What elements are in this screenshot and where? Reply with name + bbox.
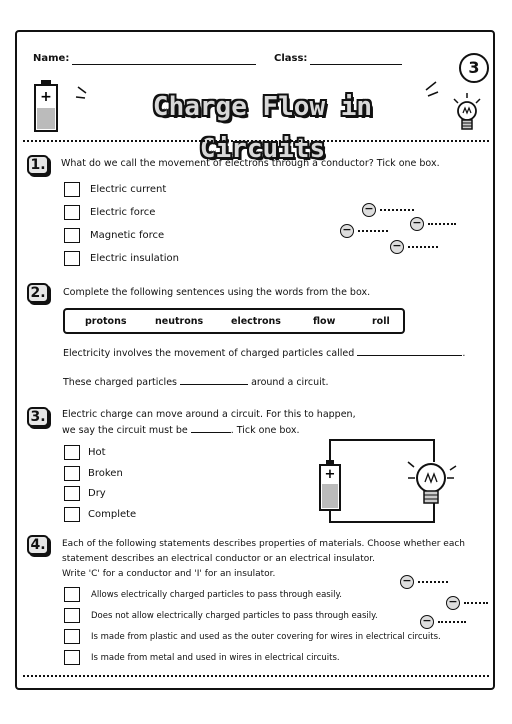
q4-statement-1: Allows electrically charged particles to pass through easily. <box>91 590 342 600</box>
q2-sentence-2-start: These charged particles <box>63 377 177 388</box>
question-4-line-1: Each of the following statements describes properties of materials. Choose whether each <box>62 539 466 549</box>
q1-checkbox-3[interactable] <box>64 228 80 243</box>
page-number-badge: 3 <box>459 53 489 83</box>
q3-option-3: Dry <box>88 488 106 499</box>
header-divider <box>23 140 489 142</box>
q4-statement-2: Does not allow electrically charged particles to pass through easily. <box>91 611 378 621</box>
name-label: Name: <box>33 53 70 64</box>
q1-option-2: Electric force <box>90 207 156 218</box>
word-bank-item: electrons <box>231 316 281 327</box>
q4-statement-3: Is made from plastic and used as the outer covering for wires in electrical circuits. <box>91 632 441 642</box>
word-bank-box <box>63 308 405 334</box>
worksheet-title: Charge Flow in Circuits <box>152 92 373 164</box>
q3-line-2-start: we say the circuit must be <box>62 425 188 436</box>
electron-icon: − <box>410 217 424 231</box>
electron-trail <box>418 581 448 583</box>
word-bank-item: flow <box>313 316 336 327</box>
question-3-line-2 <box>62 424 300 438</box>
electron-trail <box>380 209 414 211</box>
question-3-line-1: Electric charge can move around a circuit. For this to happen, <box>62 409 356 420</box>
electron-icon: − <box>340 224 354 238</box>
electron-trail <box>358 230 388 232</box>
q2-blank-1[interactable] <box>357 355 462 356</box>
electron-icon: − <box>420 615 434 629</box>
battery-plus-sign: + <box>40 89 52 105</box>
electron-icon: − <box>362 203 376 217</box>
q4-answer-box-4[interactable] <box>64 650 80 665</box>
q4-answer-box-1[interactable] <box>64 587 80 602</box>
q3-checkbox-2[interactable] <box>64 466 80 481</box>
battery-icon <box>320 460 340 510</box>
q4-statement-4: Is made from metal and used in wires in electrical circuits. <box>91 653 340 663</box>
question-4-line-2: statement describes an electrical conductor or an electrical insulator. <box>62 554 375 564</box>
question-4-number: 4. <box>27 535 49 555</box>
q2-blank-2[interactable] <box>180 384 248 385</box>
electron-trail <box>408 246 438 248</box>
name-field[interactable] <box>72 64 256 65</box>
battery-plus-sign: + <box>324 467 336 482</box>
circuit-diagram <box>310 436 460 526</box>
electron-icon: − <box>390 240 404 254</box>
question-4-line-3: Write 'C' for a conductor and 'I' for an insulator. <box>62 569 276 579</box>
q3-checkbox-1[interactable] <box>64 445 80 460</box>
question-2-text: Complete the following sentences using the words from the box. <box>63 287 371 298</box>
q2-sentence-2-end: around a circuit. <box>251 377 329 388</box>
question-1-text: What do we call the movement of electrons through a conductor? Tick one box. <box>61 158 440 169</box>
q1-option-3: Magnetic force <box>90 230 165 241</box>
question-1-number: 1. <box>27 155 49 175</box>
q3-line-2-end: . Tick one box. <box>230 425 300 436</box>
q2-sentence-1: Electricity involves the movement of charged particles called . <box>63 348 466 359</box>
class-label: Class: <box>274 53 308 64</box>
q1-checkbox-4[interactable] <box>64 251 80 266</box>
q4-answer-box-3[interactable] <box>64 629 80 644</box>
class-field[interactable] <box>310 64 402 65</box>
q1-checkbox-1[interactable] <box>64 182 80 197</box>
q3-option-4: Complete <box>88 509 137 520</box>
word-bank-item: neutrons <box>155 316 204 327</box>
q2-sentence-2 <box>63 376 329 390</box>
electron-icon: − <box>400 575 414 589</box>
electron-trail <box>438 621 466 623</box>
q3-option-1: Hot <box>88 447 106 458</box>
q4-answer-box-2[interactable] <box>64 608 80 623</box>
q3-blank[interactable] <box>191 432 231 433</box>
question-3-number: 3. <box>27 407 49 427</box>
word-bank-item: protons <box>85 316 127 327</box>
q3-checkbox-3[interactable] <box>64 486 80 501</box>
question-2-number: 2. <box>27 283 49 303</box>
electron-trail <box>428 223 456 225</box>
footer-divider <box>23 675 489 677</box>
q3-checkbox-4[interactable] <box>64 507 80 522</box>
electron-icon: − <box>446 596 460 610</box>
lightbulb-icon <box>408 462 456 503</box>
q2-sentence-1-text: Electricity involves the movement of charged particles called <box>63 348 355 359</box>
q1-option-4: Electric insulation <box>90 253 179 264</box>
word-bank-item: roll <box>372 316 390 327</box>
q1-checkbox-2[interactable] <box>64 205 80 220</box>
battery-icon <box>33 80 59 132</box>
q1-option-1: Electric current <box>90 184 167 195</box>
q3-option-2: Broken <box>88 468 123 479</box>
electron-trail <box>464 602 488 604</box>
